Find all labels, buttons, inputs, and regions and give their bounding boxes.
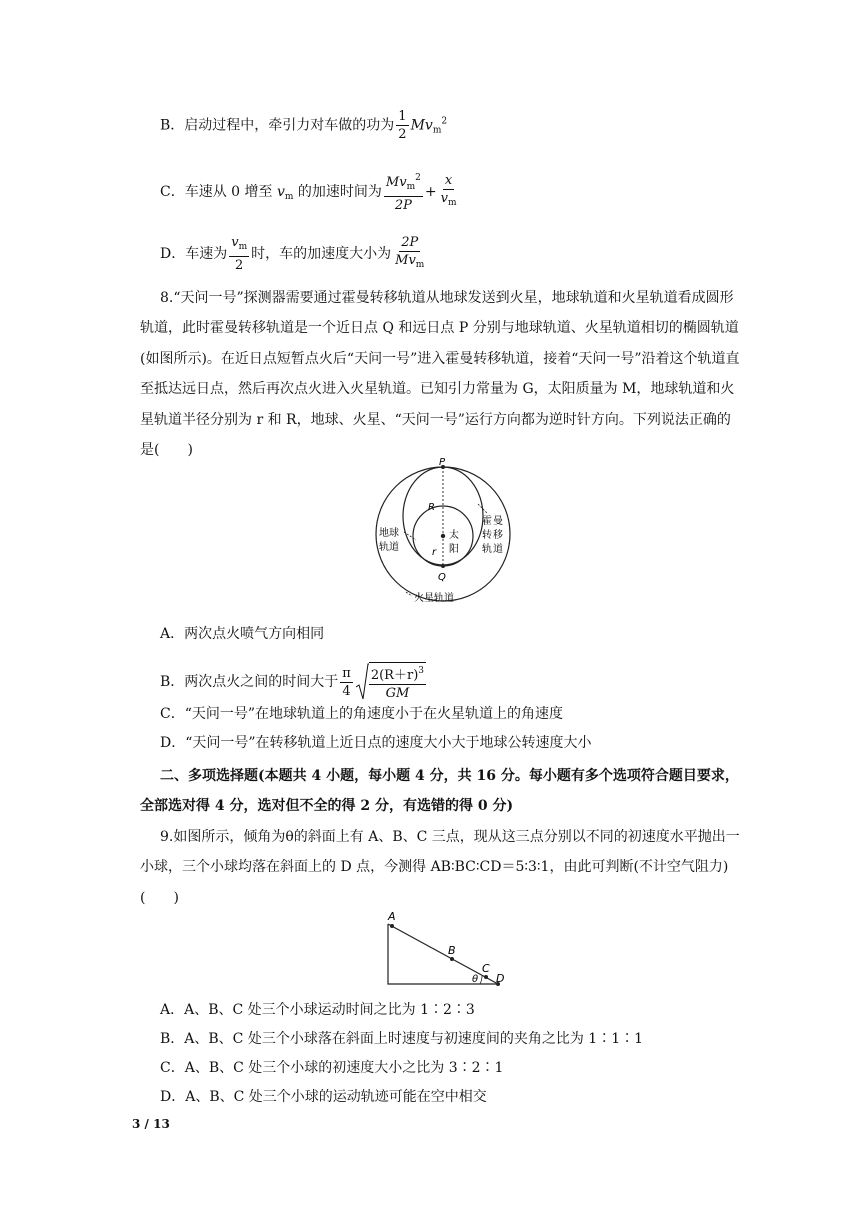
- point-c: [484, 975, 488, 979]
- fraction-denominator: 4: [342, 683, 351, 699]
- label-hohmann: 道: [493, 544, 503, 555]
- fraction-denominator: [393, 252, 426, 274]
- question-text: 9.如图所示，倾角为θ的斜面上有 A、B、C 三点，现从这三点分别以不同的初速度水平抛出一小球，三个小球均落在斜面上的 D 点，今测得 AB∶BC∶CD＝5∶3∶1，由此可判断(不计空气阻力)( ): [140, 829, 740, 906]
- subscript: m: [284, 192, 294, 202]
- fraction-denominator: 2: [398, 127, 407, 142]
- fraction-numerator: 1: [398, 109, 407, 124]
- math-term: Mv: [385, 175, 407, 190]
- subscript: m: [238, 242, 248, 252]
- math-term: v: [231, 235, 239, 250]
- plus-sign: +: [424, 184, 437, 200]
- q8-option-b: [160, 662, 426, 702]
- option-label: C．: [160, 184, 185, 200]
- fraction: [369, 662, 426, 702]
- q9-option-b: B．A、B、C 处三个小球落在斜面上时速度与初速度间的夹角之比为 1∶1∶1: [160, 1031, 644, 1047]
- option-label: B．: [160, 117, 185, 134]
- label-theta: θ: [472, 974, 479, 985]
- q9-option-a: A．A、B、C 处三个小球运动时间之比为 1∶2∶3: [160, 1002, 475, 1018]
- subscript: m: [415, 260, 425, 270]
- q9-stem: [140, 822, 740, 913]
- superscript: 2: [415, 173, 421, 183]
- angle-arc: [480, 976, 482, 984]
- fraction-numerator: x: [444, 173, 453, 188]
- label-q: Q: [438, 572, 446, 583]
- sun-dot: [441, 534, 445, 538]
- label-earth-orbit: 地球: [379, 528, 399, 539]
- point-a: [390, 924, 394, 928]
- incline-figure: [380, 908, 510, 990]
- point-q: [441, 564, 445, 568]
- superscript: 3: [418, 666, 424, 676]
- option-text: B．两次点火之间的时间大于: [160, 674, 339, 690]
- subscript: m: [406, 182, 416, 192]
- fraction-denominator: 2: [235, 258, 244, 273]
- option-label: D．: [160, 246, 186, 262]
- q7-option-b: [160, 108, 447, 143]
- math-term: v: [440, 191, 448, 206]
- label-b: B: [448, 944, 456, 957]
- label-hohmann: 曼: [493, 516, 503, 527]
- option-text: 时，车的加速度大小为: [251, 246, 392, 262]
- math-term: 2(R＋r): [370, 668, 419, 683]
- option-text: 车速为: [185, 246, 228, 262]
- label-d: D: [496, 972, 505, 985]
- math-term: Mv: [395, 253, 416, 268]
- square-root: [355, 662, 426, 702]
- q8-option-a: A．两次点火喷气方向相同: [160, 626, 325, 642]
- math-term: Mv: [410, 117, 433, 134]
- point-b: [450, 957, 454, 961]
- q7-option-d: [160, 234, 428, 274]
- q8-option-c: C．“天问一号”在地球轨道上的角速度小于在火星轨道上的角速度: [160, 706, 564, 722]
- label-c: C: [482, 962, 490, 975]
- option-text: 车速从 0 增至: [184, 184, 277, 200]
- radical-sign: [355, 663, 369, 701]
- math-term: v: [276, 184, 285, 200]
- superscript: 2: [441, 116, 448, 127]
- fraction-denominator: GM: [385, 686, 410, 701]
- q9-option-d: D．A、B、C 处三个小球的运动轨迹可能在空中相交: [160, 1089, 487, 1105]
- fraction: [384, 170, 423, 214]
- fraction: [439, 172, 459, 212]
- option-text: 的加速时间为: [293, 184, 382, 200]
- label-earth-orbit: 轨道: [379, 542, 399, 553]
- label-hohmann: 转: [482, 530, 492, 541]
- q8-option-d: D．“天问一号”在转移轨道上近日点的速度大小大于地球公转速度大小: [160, 735, 592, 751]
- incline-slope: [388, 924, 498, 984]
- fraction-numerator: π: [342, 665, 351, 681]
- fraction: [229, 234, 249, 274]
- label-sun: 阳: [449, 544, 459, 555]
- q8-stem: [140, 283, 740, 465]
- label-mars-orbit: 火星轨道: [414, 593, 454, 604]
- subscript: m: [432, 125, 442, 136]
- fraction-numerator: [229, 234, 249, 257]
- label-p: P: [439, 457, 446, 468]
- fraction-numerator: 2P: [401, 235, 419, 250]
- page-number: 3 / 13: [132, 1117, 170, 1131]
- fraction-denominator: 2P: [394, 198, 412, 213]
- fraction: [396, 108, 408, 143]
- fraction-numerator: [384, 170, 423, 197]
- section-instructions: (本题共 4 小题，每小题 4 分，共 16 分。每小题有多个选项符合题目要求，全部选对得 4 分，选对但不全的得 2 分，有选错的得 0 分): [140, 768, 739, 815]
- section-title: 二、多项选择题: [160, 768, 258, 784]
- option-text: 启动过程中，牵引力对车做的功为: [184, 117, 395, 134]
- fraction-denominator: [439, 190, 459, 212]
- label-big-r: R: [428, 502, 435, 513]
- q7-option-c: [160, 170, 460, 214]
- fraction: [340, 665, 353, 700]
- label-sun: 太: [449, 530, 459, 541]
- fraction-numerator: [369, 663, 426, 685]
- label-a: A: [388, 910, 396, 923]
- label-hohmann: 移: [493, 530, 503, 541]
- hohmann-orbit-figure: [368, 456, 518, 612]
- label-hohmann: 轨: [482, 544, 492, 555]
- label-small-r: r: [432, 547, 437, 558]
- label-hohmann: 霍: [482, 516, 492, 527]
- q9-option-c: C．A、B、C 处三个小球的初速度大小之比为 3∶2∶1: [160, 1060, 504, 1076]
- fraction: [393, 234, 426, 274]
- question-text: 8.“天问一号”探测器需要通过霍曼转移轨道从地球发送到火星，地球轨道和火星轨道看成圆形轨道，此时霍曼转移轨道是一个近日点 Q 和远日点 P 分别与地球轨道、火星轨道相切的椭圆轨道(如图所示)。在近日点短暂点火后“天问一号”进入霍曼转移轨道，接着“天问一号”沿着这个轨道直至抵达远日点，然后再次点火进入火星轨道。已知引力常量为 G，太阳质量为 M，地球轨道和火星轨道半径分别为 r 和 R，地球、火星、“天问一号”运行方向都为逆时针方向。下列说法正确的是( ): [140, 290, 740, 459]
- subscript: m: [447, 198, 457, 208]
- section-header: [140, 761, 740, 822]
